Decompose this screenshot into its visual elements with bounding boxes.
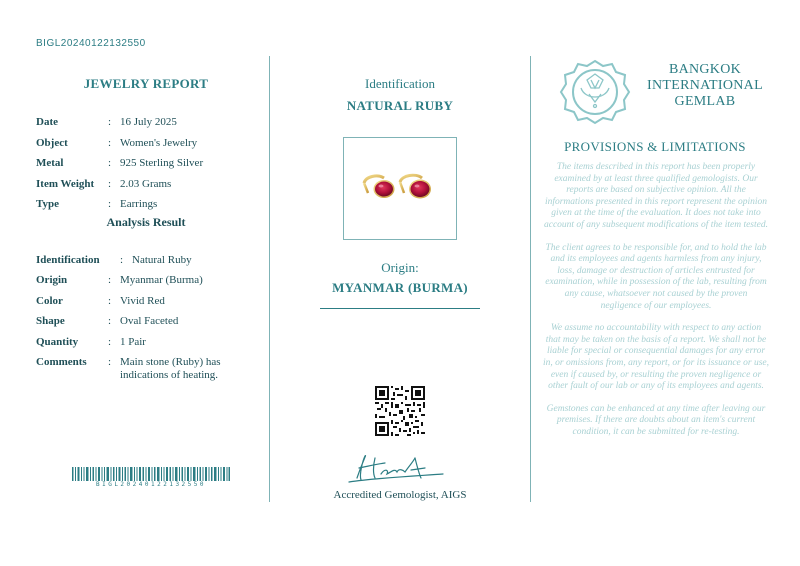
origin-underline bbox=[320, 308, 480, 309]
analysis-row-origin: Origin : Myanmar (Burma) bbox=[36, 270, 256, 291]
detail-label: Item Weight bbox=[36, 177, 95, 190]
analysis-results bbox=[36, 250, 256, 383]
detail-value: 16 July 2025 bbox=[120, 116, 177, 128]
item-details bbox=[36, 112, 256, 215]
identification-block bbox=[320, 76, 480, 114]
divider-right bbox=[530, 56, 531, 502]
analysis-row-shape: Shape : Oval Faceted bbox=[36, 311, 256, 332]
detail-row-type: Type : Earrings bbox=[36, 194, 256, 215]
origin-value: MYANMAR (BURMA) bbox=[332, 280, 468, 295]
detail-label: Object bbox=[36, 136, 68, 149]
item-photo bbox=[343, 137, 457, 240]
analysis-value: 1 Pair bbox=[120, 335, 146, 348]
divider-left bbox=[269, 56, 270, 502]
detail-value: 2.03 Grams bbox=[120, 177, 172, 190]
provisions-paragraph: The client agrees to be responsible for, and to hold the lab and its employees and agents harmless from any injury, loss, damage or destruction of articles entrusted for examination, while in possession of the lab, resulting from any cause, whatsoever not caused by the proven negligence of our employees. bbox=[545, 242, 767, 311]
analysis-value: Oval Faceted bbox=[120, 315, 179, 327]
detail-row-date: Date : 16 July 2025 bbox=[36, 112, 256, 133]
gemologist-title: Accredited Gemologist, AIGS bbox=[333, 489, 467, 501]
report-title: JEWELRY REPORT bbox=[83, 76, 209, 91]
detail-value: 925 Sterling Silver bbox=[120, 157, 204, 169]
analysis-row-color: Color : Vivid Red bbox=[36, 291, 256, 312]
provisions-paragraph: We assume no accountability with respect to any action that may be taken on the basis of a report. We shall not be liable for special or consequential damages for any error in, or omissions from, any report, or for its issuance or use, even if caused by, or resulting the proven negligence or other fault of our lab or any of its employees and agents. bbox=[543, 323, 769, 392]
analysis-row-quantity: Quantity : 1 Pair bbox=[36, 332, 256, 353]
report-details-panel bbox=[36, 76, 256, 382]
analysis-label: Origin bbox=[36, 274, 68, 286]
detail-label: Date bbox=[36, 116, 58, 128]
analysis-label: Quantity bbox=[36, 335, 79, 348]
provisions-text bbox=[543, 162, 769, 449]
analysis-value: Myanmar (Burma) bbox=[120, 274, 203, 286]
qr-code bbox=[375, 386, 425, 436]
analysis-result-heading: Analysis Result bbox=[106, 214, 186, 229]
identification-value: NATURAL RUBY bbox=[346, 98, 454, 113]
barcode bbox=[72, 467, 230, 481]
analysis-row-identification: Identification : Natural Ruby bbox=[36, 250, 256, 271]
provisions-paragraph: Gemstones can be enhanced at any time after leaving our premises. If there are doubts about an item's current condition, it can be submitted for re-testing. bbox=[546, 403, 766, 437]
analysis-row-comments: Comments : Main stone (Ruby) has indications of heating. bbox=[36, 356, 256, 382]
analysis-label: Comments bbox=[36, 356, 87, 368]
analysis-value: Natural Ruby bbox=[132, 253, 192, 266]
identification-label: Identification bbox=[364, 76, 436, 91]
barcode-number: BIGL20240122132550 bbox=[95, 481, 207, 488]
provisions-paragraph: The items described in this report has been properly examined by at least three qualified gemologists. Our reports are based on subjective opinion. All the informations presented in this report represent the opinion given at the time of the evaluation. It does not take into account of any subsequent modifications of the item tested. bbox=[543, 162, 768, 230]
analysis-value: Main stone (Ruby) has indications of heating. bbox=[120, 356, 221, 381]
detail-label: Type bbox=[36, 198, 60, 210]
report-id: BIGL20240122132550 bbox=[36, 38, 146, 49]
detail-value: Women's Jewelry bbox=[120, 136, 198, 149]
lab-seal-logo bbox=[559, 58, 631, 126]
detail-label: Metal bbox=[36, 157, 64, 169]
detail-row-object: Object : Women's Jewelry bbox=[36, 133, 256, 154]
detail-value: Earrings bbox=[120, 198, 158, 210]
gemologist-signature bbox=[345, 448, 445, 488]
ruby-earrings-image bbox=[344, 138, 456, 239]
analysis-label: Color bbox=[36, 294, 63, 307]
detail-row-weight: Item Weight : 2.03 Grams bbox=[36, 174, 256, 195]
analysis-label: Identification bbox=[36, 253, 100, 266]
origin-label: Origin: bbox=[381, 260, 419, 275]
detail-row-metal: Metal : 925 Sterling Silver bbox=[36, 153, 256, 174]
provisions-title: PROVISIONS & LIMITATIONS bbox=[564, 139, 746, 154]
analysis-label: Shape bbox=[36, 315, 65, 327]
analysis-value: Vivid Red bbox=[120, 294, 165, 307]
lab-name: BANGKOK INTERNATIONAL GEMLAB bbox=[647, 62, 763, 109]
